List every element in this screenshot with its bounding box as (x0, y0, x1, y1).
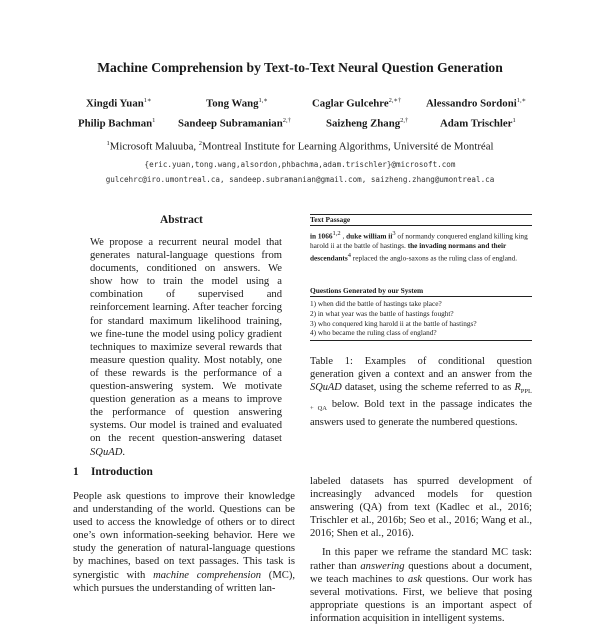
author-6: Sandeep Subramanian$^{2,\dagger}$ (178, 117, 291, 130)
question-item: 4) who became the ruling class of england? (310, 328, 437, 338)
email-line-1: {eric.yuan,tong.wang,alsordon,phbachma,adam.trischler}@microsoft.com (144, 160, 456, 169)
text-passage: in 1066$^{1,2}$ , duke william $ii^3$ of normandy conquered england killing king harold ii at the battle of hastings. the invading normans and their descendants$^4$ replaced the anglo-saxons as the ruling class of england. (310, 230, 528, 263)
author-1: Xingdi Yuan$^{1∗}$ (86, 97, 152, 110)
question-item: 1) when did the battle of hastings take place? (310, 299, 442, 308)
email-line-2: gulcehrc@iro.umontreal.ca, sandeep.subramanian@gmail.com, saizheng.zhang@umontreal.ca (105, 175, 495, 184)
author-2: Tong Wang$^{1,∗}$ (206, 97, 268, 110)
paper-title: Machine Comprehension by Text-to-Text Neural Question Generation (97, 60, 503, 75)
question-item: 2) in what year was the battle of hastings fought? (310, 308, 454, 318)
author-8: Adam Trischler$^1$ (440, 117, 516, 130)
affiliations: $^1$Microsoft Maluuba, $^2$Montreal Institute for Learning Algorithms, Université de Montréal (106, 140, 494, 153)
intro-text: People ask questions to improve their knowledge and understanding of the world. Questions can be used to access the knowledge of others or to direct one’s own information-seeking behavior. Here we study the generation of natural-language questions by machines, based on text passages. This task is synergistic with machine comprehension (MC), which pursues the understanding of written lan- (73, 491, 295, 594)
question-list (310, 299, 532, 338)
questions-label: Questions Generated by our System (310, 286, 532, 297)
author-3: Caglar Gulcehre$^{2,∗\dagger}$ (312, 97, 402, 110)
author-4: Alessandro Sordoni$^{1,∗}$ (426, 97, 526, 110)
right-column-text (310, 475, 532, 625)
intro-heading: 1 Introduction (73, 466, 153, 478)
table-passage-box (310, 214, 532, 263)
author-7: Saizheng Zhang$^{2,\dagger}$ (326, 117, 409, 130)
abstract-heading: Abstract (160, 214, 203, 226)
text-passage-label: Text Passage (310, 215, 532, 226)
table-questions-box (310, 286, 532, 341)
abstract-text: We propose a recurrent neural model that generates natural-language questions from documents, conditioned on answers. We show how to train the model using a combination of supervised and reinforcement learning. After teacher forcing for standard maximum likelihood training, we fine-tune the model using policy gradient techniques to maximize several rewards that measure question quality. Most notably, one of these rewards is the performance of a question-answering system. We motivate question generation as a means to improve the performance of question answering systems. Our model is trained and evaluated on the recent question-answering dataset SQuAD. (90, 237, 282, 458)
paragraph: labeled datasets has spurred development of increasingly advanced models for question answering (QA) from text (Kadlec et al., 2016; Trischler et al., 2016b; Seo et al., 2016; Wang et al., 2016; Shen et al., 2016). (310, 476, 532, 540)
author-5: Philip Bachman$^1$ (78, 117, 156, 130)
question-item: 3) who conquered king harold ii at the battle of hastings? (310, 318, 477, 328)
table-caption: Table 1: Examples of conditional question generation given a context and an answer from the SQuAD dataset, using the scheme referred to as $R_{PPL + QA}$ below. Bold text in the passage indicates the answers used to generate the numbered questions. (310, 356, 532, 428)
table-bottom-rule (310, 340, 532, 341)
paragraph: In this paper we reframe the standard MC task: rather than answering questions about a document, we teach machines to ask questions. Our work has several motivations. First, we believe that posing appropriate questions is an important aspect of information acquisition in intelligent systems. (310, 547, 532, 624)
